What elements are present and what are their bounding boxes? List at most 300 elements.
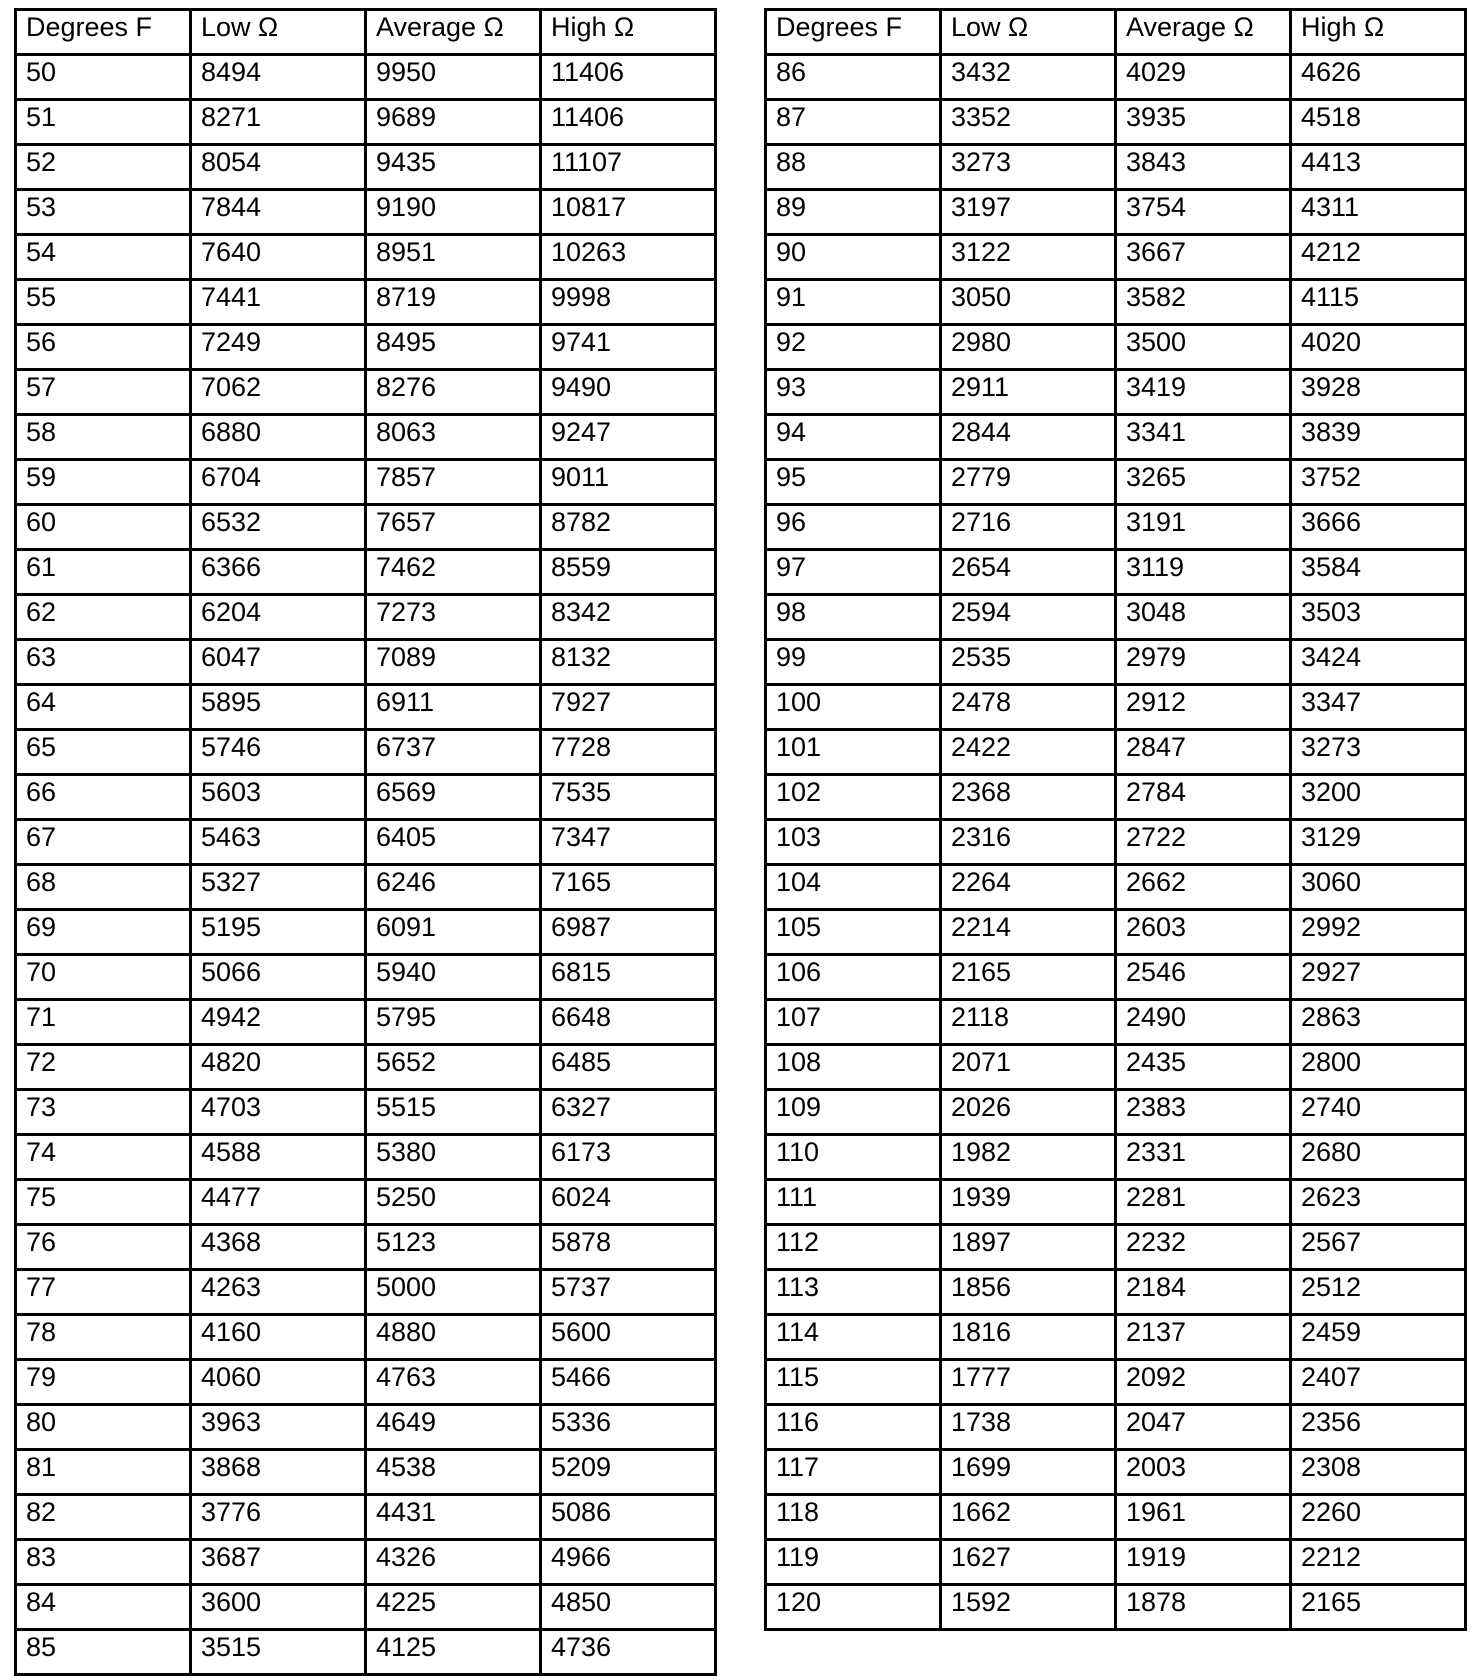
header-average-ohms: Average Ω: [366, 10, 541, 55]
cell-high-ohms: 10817: [541, 190, 716, 235]
cell-low-ohms: 2980: [941, 325, 1116, 370]
cell-low-ohms: 7844: [191, 190, 366, 235]
cell-low-ohms: 2165: [941, 955, 1116, 1000]
cell-low-ohms: 6047: [191, 640, 366, 685]
cell-average-ohms: 5795: [366, 1000, 541, 1045]
cell-degrees-f: 73: [16, 1090, 191, 1135]
table-row: [16, 1315, 716, 1360]
cell-low-ohms: 2911: [941, 370, 1116, 415]
cell-high-ohms: 4413: [1291, 145, 1466, 190]
cell-average-ohms: 2979: [1116, 640, 1291, 685]
cell-average-ohms: 7273: [366, 595, 541, 640]
header-high-ohms: High Ω: [1291, 10, 1466, 55]
cell-low-ohms: 6532: [191, 505, 366, 550]
cell-low-ohms: 1982: [941, 1135, 1116, 1180]
cell-degrees-f: 80: [16, 1405, 191, 1450]
cell-average-ohms: 4538: [366, 1450, 541, 1495]
cell-degrees-f: 108: [766, 1045, 941, 1090]
cell-high-ohms: 9998: [541, 280, 716, 325]
cell-average-ohms: 3265: [1116, 460, 1291, 505]
cell-degrees-f: 72: [16, 1045, 191, 1090]
cell-high-ohms: 3928: [1291, 370, 1466, 415]
cell-average-ohms: 5940: [366, 955, 541, 1000]
cell-average-ohms: 3935: [1116, 100, 1291, 145]
table-row: [766, 415, 1466, 460]
cell-high-ohms: 6173: [541, 1135, 716, 1180]
table-row: [766, 1270, 1466, 1315]
cell-average-ohms: 6569: [366, 775, 541, 820]
table-row: [16, 55, 716, 100]
header-low-ohms: Low Ω: [191, 10, 366, 55]
cell-high-ohms: 4115: [1291, 280, 1466, 325]
table-row: [766, 865, 1466, 910]
cell-average-ohms: 3843: [1116, 145, 1291, 190]
cell-low-ohms: 3868: [191, 1450, 366, 1495]
cell-high-ohms: 5336: [541, 1405, 716, 1450]
cell-degrees-f: 110: [766, 1135, 941, 1180]
cell-low-ohms: 7062: [191, 370, 366, 415]
cell-degrees-f: 65: [16, 730, 191, 775]
cell-high-ohms: 3666: [1291, 505, 1466, 550]
cell-high-ohms: 3584: [1291, 550, 1466, 595]
cell-degrees-f: 84: [16, 1585, 191, 1630]
cell-degrees-f: 85: [16, 1630, 191, 1675]
cell-high-ohms: 6485: [541, 1045, 716, 1090]
cell-low-ohms: 1592: [941, 1585, 1116, 1630]
cell-low-ohms: 2478: [941, 685, 1116, 730]
cell-high-ohms: 9741: [541, 325, 716, 370]
table-row: [766, 595, 1466, 640]
cell-low-ohms: 3963: [191, 1405, 366, 1450]
cell-low-ohms: 5746: [191, 730, 366, 775]
cell-average-ohms: 4880: [366, 1315, 541, 1360]
cell-low-ohms: 7249: [191, 325, 366, 370]
cell-high-ohms: 2165: [1291, 1585, 1466, 1630]
table-row: [16, 1630, 716, 1675]
table-row: [16, 235, 716, 280]
cell-low-ohms: 8271: [191, 100, 366, 145]
cell-high-ohms: 2800: [1291, 1045, 1466, 1090]
cell-low-ohms: 3122: [941, 235, 1116, 280]
cell-average-ohms: 7462: [366, 550, 541, 595]
cell-degrees-f: 112: [766, 1225, 941, 1270]
cell-low-ohms: 1662: [941, 1495, 1116, 1540]
cell-degrees-f: 69: [16, 910, 191, 955]
cell-low-ohms: 2071: [941, 1045, 1116, 1090]
cell-high-ohms: 3839: [1291, 415, 1466, 460]
cell-low-ohms: 4263: [191, 1270, 366, 1315]
cell-average-ohms: 3119: [1116, 550, 1291, 595]
cell-degrees-f: 64: [16, 685, 191, 730]
cell-average-ohms: 2490: [1116, 1000, 1291, 1045]
cell-average-ohms: 5652: [366, 1045, 541, 1090]
cell-average-ohms: 8951: [366, 235, 541, 280]
cell-average-ohms: 2722: [1116, 820, 1291, 865]
cell-high-ohms: 4212: [1291, 235, 1466, 280]
cell-degrees-f: 96: [766, 505, 941, 550]
cell-degrees-f: 66: [16, 775, 191, 820]
cell-average-ohms: 3754: [1116, 190, 1291, 235]
cell-high-ohms: 2260: [1291, 1495, 1466, 1540]
table-row: [766, 1225, 1466, 1270]
cell-high-ohms: 11406: [541, 55, 716, 100]
cell-degrees-f: 60: [16, 505, 191, 550]
cell-degrees-f: 70: [16, 955, 191, 1000]
cell-low-ohms: 1939: [941, 1180, 1116, 1225]
cell-degrees-f: 83: [16, 1540, 191, 1585]
cell-degrees-f: 97: [766, 550, 941, 595]
cell-low-ohms: 1627: [941, 1540, 1116, 1585]
cell-degrees-f: 89: [766, 190, 941, 235]
cell-low-ohms: 4368: [191, 1225, 366, 1270]
cell-degrees-f: 103: [766, 820, 941, 865]
cell-degrees-f: 105: [766, 910, 941, 955]
cell-high-ohms: 5878: [541, 1225, 716, 1270]
cell-high-ohms: 2407: [1291, 1360, 1466, 1405]
cell-high-ohms: 7728: [541, 730, 716, 775]
resistance-table-left: [14, 8, 717, 1676]
cell-average-ohms: 5515: [366, 1090, 541, 1135]
cell-high-ohms: 3347: [1291, 685, 1466, 730]
cell-average-ohms: 2784: [1116, 775, 1291, 820]
cell-degrees-f: 78: [16, 1315, 191, 1360]
cell-average-ohms: 2383: [1116, 1090, 1291, 1135]
cell-low-ohms: 7441: [191, 280, 366, 325]
cell-low-ohms: 6880: [191, 415, 366, 460]
cell-degrees-f: 101: [766, 730, 941, 775]
cell-average-ohms: 2092: [1116, 1360, 1291, 1405]
cell-high-ohms: 5209: [541, 1450, 716, 1495]
table-row: [16, 1045, 716, 1090]
table-row: [766, 685, 1466, 730]
cell-low-ohms: 2368: [941, 775, 1116, 820]
cell-degrees-f: 53: [16, 190, 191, 235]
cell-degrees-f: 71: [16, 1000, 191, 1045]
cell-degrees-f: 116: [766, 1405, 941, 1450]
cell-average-ohms: 2232: [1116, 1225, 1291, 1270]
cell-average-ohms: 8276: [366, 370, 541, 415]
cell-high-ohms: 6987: [541, 910, 716, 955]
cell-average-ohms: 8495: [366, 325, 541, 370]
cell-average-ohms: 2331: [1116, 1135, 1291, 1180]
table-row: [16, 1450, 716, 1495]
cell-average-ohms: 2546: [1116, 955, 1291, 1000]
table-row: [766, 1180, 1466, 1225]
cell-low-ohms: 5603: [191, 775, 366, 820]
cell-degrees-f: 120: [766, 1585, 941, 1630]
table-row: [766, 1090, 1466, 1135]
cell-average-ohms: 4763: [366, 1360, 541, 1405]
cell-average-ohms: 6737: [366, 730, 541, 775]
cell-low-ohms: 5066: [191, 955, 366, 1000]
cell-average-ohms: 2047: [1116, 1405, 1291, 1450]
cell-low-ohms: 6366: [191, 550, 366, 595]
cell-average-ohms: 3191: [1116, 505, 1291, 550]
table-row: [16, 505, 716, 550]
cell-degrees-f: 74: [16, 1135, 191, 1180]
cell-degrees-f: 63: [16, 640, 191, 685]
cell-degrees-f: 86: [766, 55, 941, 100]
cell-degrees-f: 113: [766, 1270, 941, 1315]
cell-degrees-f: 82: [16, 1495, 191, 1540]
cell-high-ohms: 3424: [1291, 640, 1466, 685]
table-row: [16, 370, 716, 415]
cell-low-ohms: 3600: [191, 1585, 366, 1630]
cell-degrees-f: 87: [766, 100, 941, 145]
cell-degrees-f: 94: [766, 415, 941, 460]
cell-high-ohms: 7165: [541, 865, 716, 910]
cell-degrees-f: 93: [766, 370, 941, 415]
cell-degrees-f: 106: [766, 955, 941, 1000]
cell-low-ohms: 3776: [191, 1495, 366, 1540]
table-row: [766, 1135, 1466, 1180]
cell-low-ohms: 3352: [941, 100, 1116, 145]
table-row: [16, 325, 716, 370]
cell-average-ohms: 1919: [1116, 1540, 1291, 1585]
table-row: [16, 865, 716, 910]
cell-high-ohms: 8342: [541, 595, 716, 640]
cell-low-ohms: 2844: [941, 415, 1116, 460]
cell-high-ohms: 6327: [541, 1090, 716, 1135]
cell-high-ohms: 2992: [1291, 910, 1466, 955]
cell-high-ohms: 2212: [1291, 1540, 1466, 1585]
cell-low-ohms: 1738: [941, 1405, 1116, 1450]
cell-average-ohms: 9190: [366, 190, 541, 235]
cell-low-ohms: 3050: [941, 280, 1116, 325]
cell-low-ohms: 5463: [191, 820, 366, 865]
cell-high-ohms: 2567: [1291, 1225, 1466, 1270]
cell-high-ohms: 3129: [1291, 820, 1466, 865]
table-row: [16, 1225, 716, 1270]
cell-degrees-f: 111: [766, 1180, 941, 1225]
cell-degrees-f: 68: [16, 865, 191, 910]
cell-low-ohms: 4942: [191, 1000, 366, 1045]
table-row: [16, 775, 716, 820]
header-row: [16, 10, 716, 55]
cell-average-ohms: 3667: [1116, 235, 1291, 280]
cell-average-ohms: 7657: [366, 505, 541, 550]
cell-high-ohms: 2927: [1291, 955, 1466, 1000]
cell-high-ohms: 3060: [1291, 865, 1466, 910]
cell-high-ohms: 4736: [541, 1630, 716, 1675]
table-row: [16, 640, 716, 685]
cell-low-ohms: 6704: [191, 460, 366, 505]
cell-degrees-f: 104: [766, 865, 941, 910]
cell-average-ohms: 2912: [1116, 685, 1291, 730]
cell-degrees-f: 90: [766, 235, 941, 280]
table-row: [766, 460, 1466, 505]
cell-degrees-f: 99: [766, 640, 941, 685]
cell-high-ohms: 4311: [1291, 190, 1466, 235]
cell-high-ohms: 4020: [1291, 325, 1466, 370]
table-row: [766, 1360, 1466, 1405]
cell-high-ohms: 4518: [1291, 100, 1466, 145]
cell-degrees-f: 81: [16, 1450, 191, 1495]
table-row: [766, 1000, 1466, 1045]
cell-low-ohms: 6204: [191, 595, 366, 640]
cell-average-ohms: 4029: [1116, 55, 1291, 100]
cell-low-ohms: 2264: [941, 865, 1116, 910]
cell-average-ohms: 2137: [1116, 1315, 1291, 1360]
table-row: [16, 820, 716, 865]
cell-average-ohms: 4431: [366, 1495, 541, 1540]
cell-low-ohms: 5895: [191, 685, 366, 730]
cell-degrees-f: 92: [766, 325, 941, 370]
cell-degrees-f: 75: [16, 1180, 191, 1225]
cell-low-ohms: 4060: [191, 1360, 366, 1405]
table-row: [16, 190, 716, 235]
cell-low-ohms: 2654: [941, 550, 1116, 595]
cell-degrees-f: 55: [16, 280, 191, 325]
table-row: [16, 1405, 716, 1450]
cell-average-ohms: 7857: [366, 460, 541, 505]
cell-average-ohms: 3341: [1116, 415, 1291, 460]
cell-low-ohms: 3687: [191, 1540, 366, 1585]
cell-degrees-f: 88: [766, 145, 941, 190]
table-row: [766, 1405, 1466, 1450]
cell-high-ohms: 6648: [541, 1000, 716, 1045]
table-row: [16, 1180, 716, 1225]
table-row: [766, 145, 1466, 190]
cell-average-ohms: 9950: [366, 55, 541, 100]
cell-high-ohms: 8559: [541, 550, 716, 595]
cell-high-ohms: 5600: [541, 1315, 716, 1360]
cell-high-ohms: 2863: [1291, 1000, 1466, 1045]
cell-degrees-f: 58: [16, 415, 191, 460]
cell-low-ohms: 2594: [941, 595, 1116, 640]
table-row: [16, 460, 716, 505]
cell-average-ohms: 7089: [366, 640, 541, 685]
table-row: [16, 145, 716, 190]
cell-average-ohms: 8719: [366, 280, 541, 325]
cell-low-ohms: 4703: [191, 1090, 366, 1135]
cell-high-ohms: 7347: [541, 820, 716, 865]
table-row: [766, 550, 1466, 595]
header-degrees-f: Degrees F: [16, 10, 191, 55]
cell-low-ohms: 1897: [941, 1225, 1116, 1270]
cell-degrees-f: 118: [766, 1495, 941, 1540]
cell-low-ohms: 8054: [191, 145, 366, 190]
table-row: [766, 1315, 1466, 1360]
cell-high-ohms: 4626: [1291, 55, 1466, 100]
table-row: [766, 55, 1466, 100]
cell-average-ohms: 2003: [1116, 1450, 1291, 1495]
cell-degrees-f: 59: [16, 460, 191, 505]
cell-degrees-f: 56: [16, 325, 191, 370]
header-low-ohms: Low Ω: [941, 10, 1116, 55]
header-average-ohms: Average Ω: [1116, 10, 1291, 55]
table-row: [766, 820, 1466, 865]
table-row: [766, 100, 1466, 145]
cell-average-ohms: 3419: [1116, 370, 1291, 415]
resistance-table-right: [764, 8, 1467, 1631]
cell-high-ohms: 7535: [541, 775, 716, 820]
cell-average-ohms: 6911: [366, 685, 541, 730]
cell-low-ohms: 3515: [191, 1630, 366, 1675]
cell-degrees-f: 54: [16, 235, 191, 280]
cell-low-ohms: 2118: [941, 1000, 1116, 1045]
table-row: [766, 640, 1466, 685]
table-row: [766, 280, 1466, 325]
cell-average-ohms: 2184: [1116, 1270, 1291, 1315]
cell-high-ohms: 3200: [1291, 775, 1466, 820]
table-row: [16, 1585, 716, 1630]
table-row: [766, 730, 1466, 775]
cell-high-ohms: 4850: [541, 1585, 716, 1630]
cell-high-ohms: 3503: [1291, 595, 1466, 640]
table-row: [16, 910, 716, 955]
cell-average-ohms: 8063: [366, 415, 541, 460]
cell-average-ohms: 3582: [1116, 280, 1291, 325]
cell-average-ohms: 2603: [1116, 910, 1291, 955]
table-row: [766, 190, 1466, 235]
cell-average-ohms: 6405: [366, 820, 541, 865]
cell-low-ohms: 1777: [941, 1360, 1116, 1405]
cell-low-ohms: 2422: [941, 730, 1116, 775]
table-row: [766, 505, 1466, 550]
cell-average-ohms: 2662: [1116, 865, 1291, 910]
table-row: [16, 1270, 716, 1315]
header-degrees-f: Degrees F: [766, 10, 941, 55]
cell-average-ohms: 1961: [1116, 1495, 1291, 1540]
cell-low-ohms: 1856: [941, 1270, 1116, 1315]
cell-high-ohms: 11107: [541, 145, 716, 190]
cell-degrees-f: 62: [16, 595, 191, 640]
cell-low-ohms: 2716: [941, 505, 1116, 550]
cell-degrees-f: 100: [766, 685, 941, 730]
header-row: [766, 10, 1466, 55]
table-row: [766, 1495, 1466, 1540]
cell-average-ohms: 4649: [366, 1405, 541, 1450]
cell-degrees-f: 115: [766, 1360, 941, 1405]
cell-average-ohms: 5380: [366, 1135, 541, 1180]
cell-average-ohms: 3500: [1116, 325, 1291, 370]
cell-degrees-f: 107: [766, 1000, 941, 1045]
table-row: [766, 1450, 1466, 1495]
cell-low-ohms: 5195: [191, 910, 366, 955]
table-row: [16, 730, 716, 775]
cell-high-ohms: 9011: [541, 460, 716, 505]
cell-high-ohms: 2356: [1291, 1405, 1466, 1450]
table-row: [766, 910, 1466, 955]
cell-average-ohms: 5000: [366, 1270, 541, 1315]
cell-degrees-f: 91: [766, 280, 941, 325]
table-row: [16, 415, 716, 460]
cell-low-ohms: 4588: [191, 1135, 366, 1180]
cell-high-ohms: 6024: [541, 1180, 716, 1225]
cell-degrees-f: 119: [766, 1540, 941, 1585]
cell-average-ohms: 3048: [1116, 595, 1291, 640]
cell-high-ohms: 2459: [1291, 1315, 1466, 1360]
cell-degrees-f: 77: [16, 1270, 191, 1315]
cell-low-ohms: 2779: [941, 460, 1116, 505]
cell-high-ohms: 9247: [541, 415, 716, 460]
cell-low-ohms: 4160: [191, 1315, 366, 1360]
cell-low-ohms: 8494: [191, 55, 366, 100]
cell-high-ohms: 8782: [541, 505, 716, 550]
table-row: [16, 955, 716, 1000]
cell-high-ohms: 11406: [541, 100, 716, 145]
cell-degrees-f: 52: [16, 145, 191, 190]
cell-high-ohms: 2512: [1291, 1270, 1466, 1315]
cell-degrees-f: 117: [766, 1450, 941, 1495]
cell-high-ohms: 4966: [541, 1540, 716, 1585]
table-row: [16, 1360, 716, 1405]
cell-average-ohms: 6091: [366, 910, 541, 955]
table-row: [16, 1135, 716, 1180]
cell-degrees-f: 76: [16, 1225, 191, 1270]
cell-high-ohms: 8132: [541, 640, 716, 685]
